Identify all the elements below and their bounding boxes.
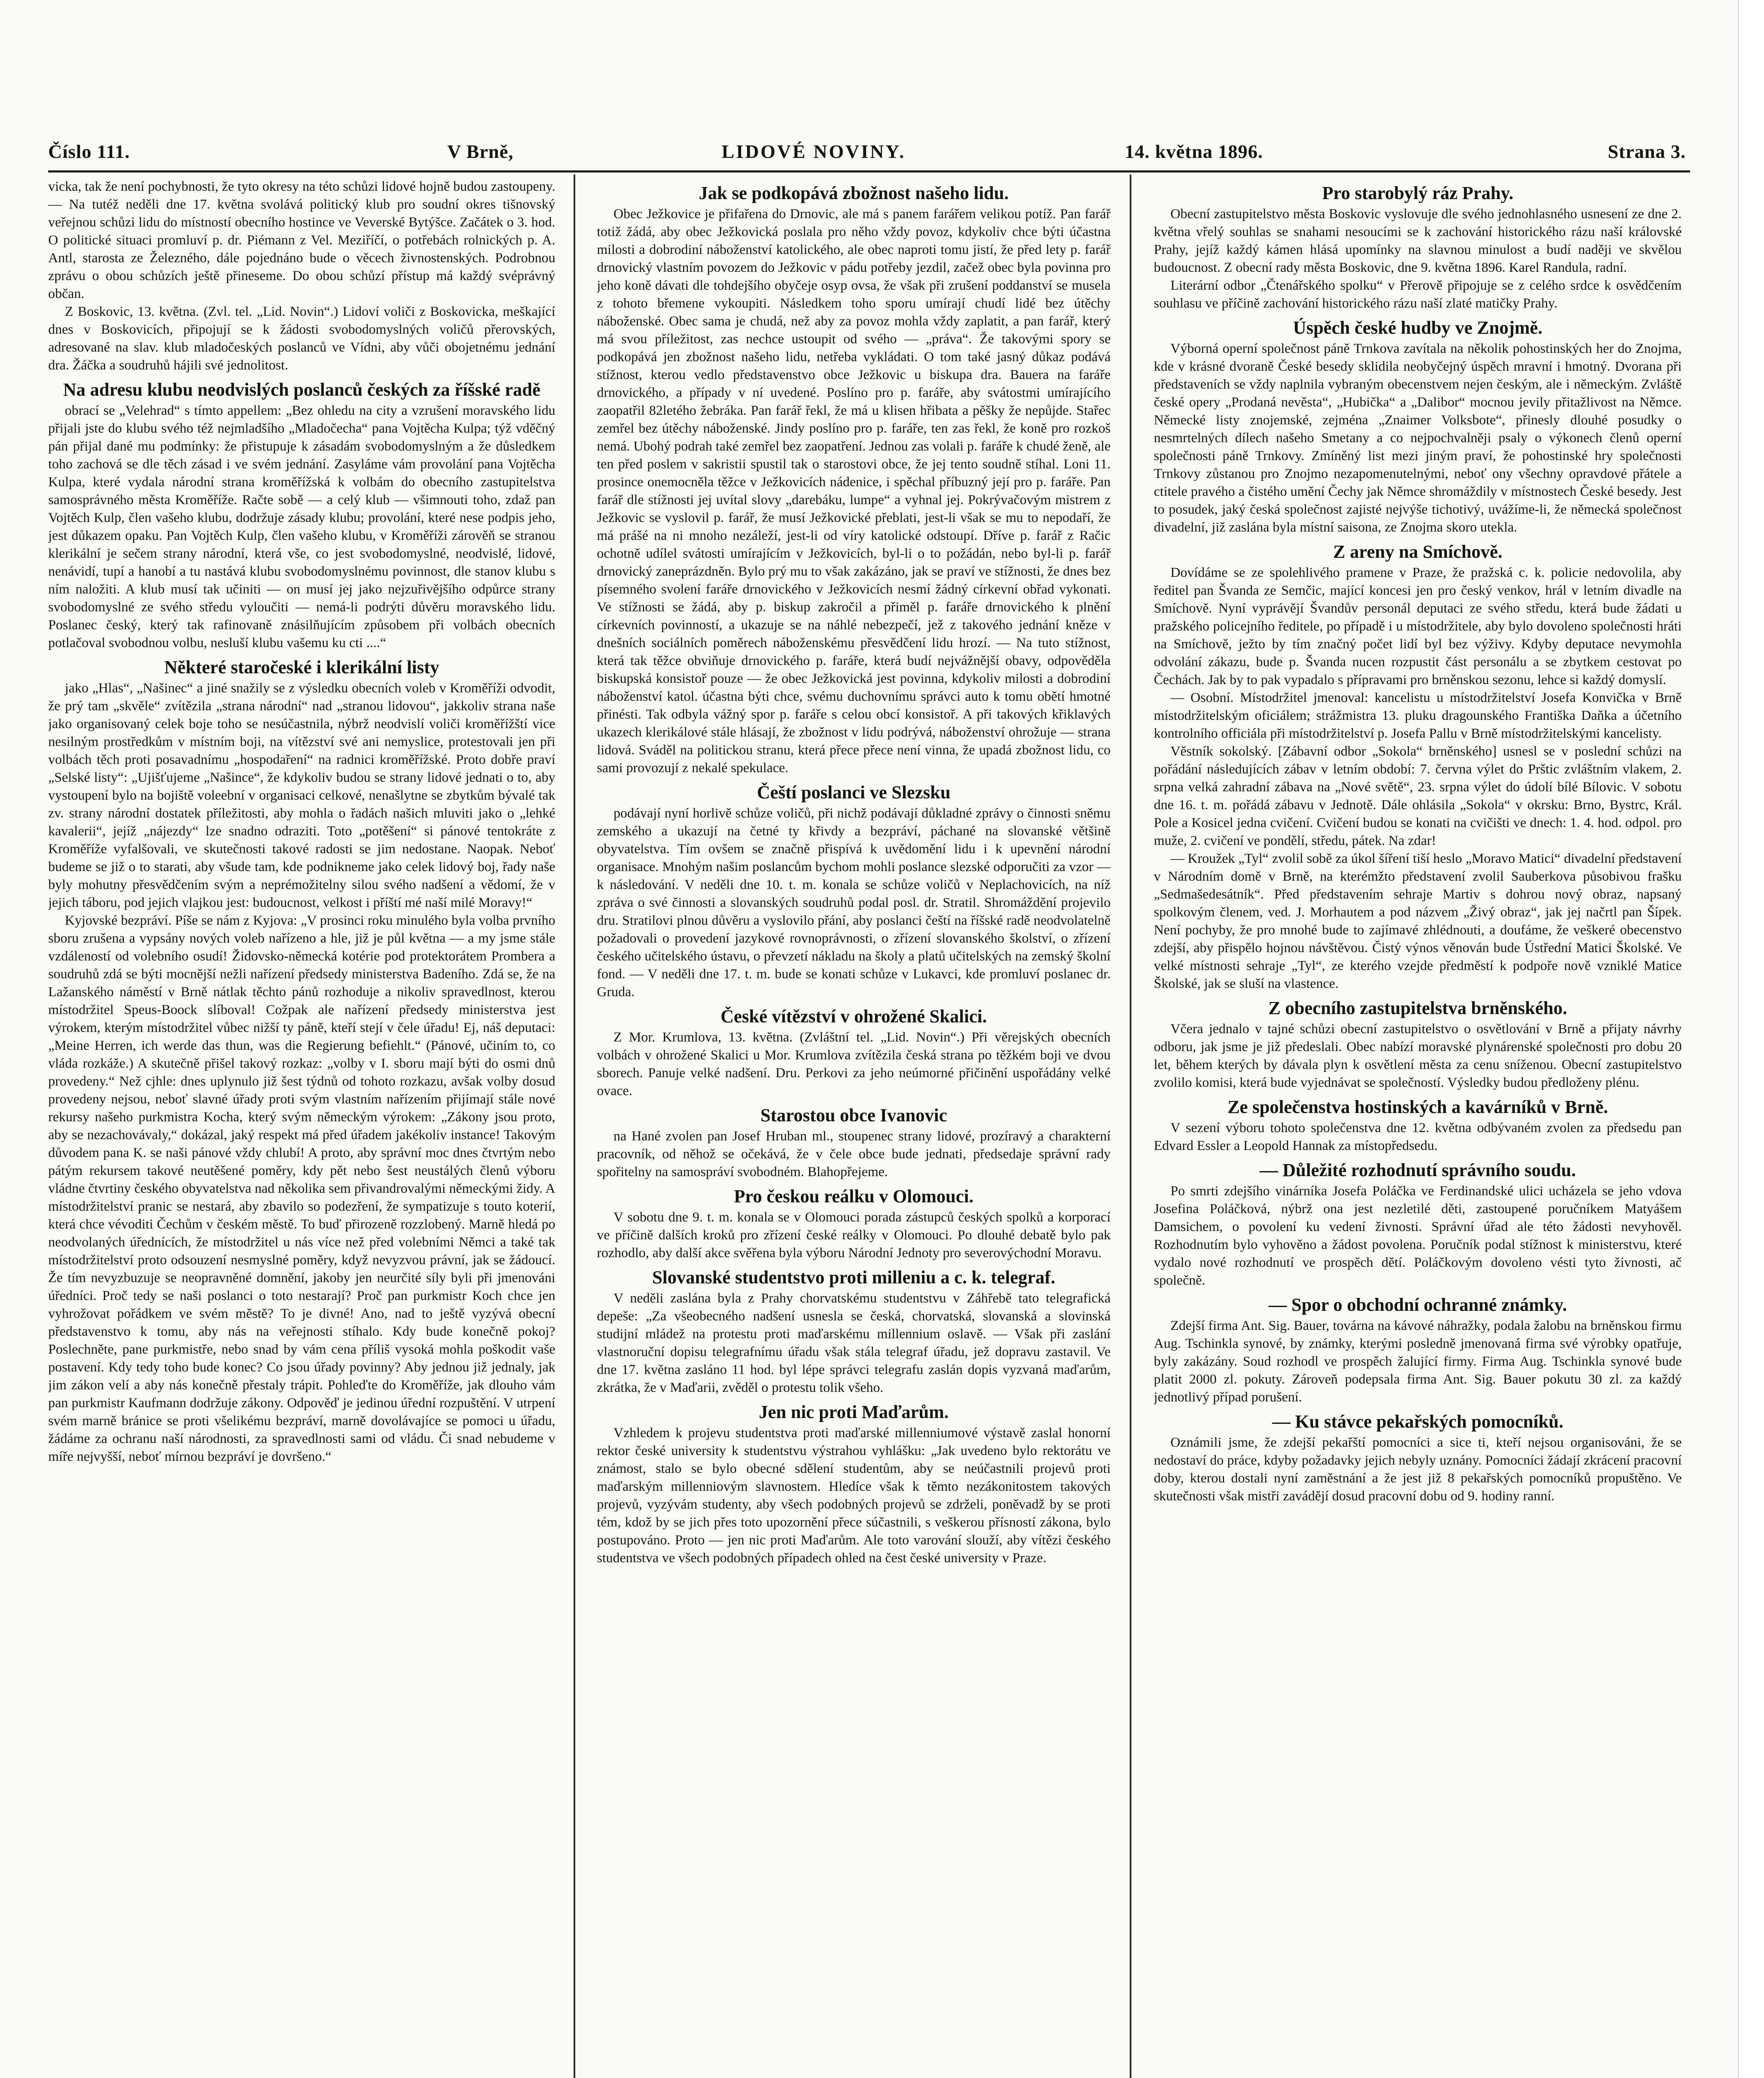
article-paragraph: Po smrti zdejšího vinárníka Josefa Poláčka ve Ferdinandské ulici ucházela se jeho vdova Josefina Poláčková, nýbrž ona jest nezletilé děti, zastoupené poručníkem Matyášem Damsichem, o povolení ku vedení živnosti. Správní úřad ale této žádosti nevyhověl. Rozhodnutím bylo vyhověno a žádost povolena. Poručník podal stížnost k ministerstvu, které vydalo nové rozhodnutí ve prospěch dětí. Poláčkovým dovoleno vésti tyto živnosti, ač společně. [1154,1184,1682,1288]
article-paragraph: Obecní zastupitelstvo města Boskovic vyslovuje dle svého jednohlasného usnesení ze dne 2. května vřelý souhlas se snahami nesoucími se k zachování historického rázu naší královské Prahy, jejíž každý kámen hlásá upomínky na slavnou minulost a budí naději ve skvělou budoucnost. Z obecní rady města Boskovic, dne 9. května 1896. Karel Randula, radní. [1154,207,1682,275]
article-headline: Ze společenstva hostinských a kavárníků v Brně. [1227,1097,1608,1117]
article-headline: Jak se podkopává zbožnost našeho lidu. [699,183,1009,203]
article-headline: Z areny na Smíchově. [1333,542,1503,562]
article-headline: — Ku stávce pekařských pomocníků. [1272,1411,1564,1432]
city-label: V Brně, [447,141,514,162]
article-paragraph: vicka, tak že není pochybnosti, že tyto okresy na této schůzi lidové hojně budou zastoupeny. — Na tutéž neděli dne 17. května svolává politický klub pro soudní okres tišnovský veřejnou schůzi lidu do místností obecního hostince ve Veverské Bytýšce. Začátek o 3. hod. O politické situaci promluví p. dr. Piémann z Vel. Meziříčí, o potřebách rolnických p. A. Antl, starosta ze Železného, dále pojednáno bude o věcech živnostenských. Podrobnou zprávu o obou schůzích ještě přineseme. Do obou schůzí přístup má každý svéprávný občan. [48,179,555,301]
article-paragraph: Z Mor. Krumlova, 13. května. (Zvláštní tel. „Lid. Novin“.) Při věrejských obecních volbách v ohrožené Skalici u Mor. Krumlova zvítězila česká strana po těžkém boji ve dvou sborech. Panuje velké nadšení. Dru. Perkovi za jeho neúmorné přičinění uspořádány velké ovace. [597,1030,1111,1098]
column-3 [1154,178,1682,2078]
article-headline: Úspěch české hudby ve Znojmě. [1293,318,1543,338]
article-headline: Pro českou reálku v Olomouci. [734,1186,974,1206]
article-paragraph: — Osobní. Místodržitel jmenoval: kancelistu u místodržitelství Josefa Konvička v Brně místodržitelským oficiálem; strážmistra 13. pluku dragounského Františka Daňka a účetního kontrolního officiála při místodržitelství p. Josefa Pallu v Brně místodržitelskými kancelisty. [1154,690,1682,741]
header-rule [48,170,1690,172]
article-paragraph: na Hané zvolen pan Josef Hruban ml., stoupenec strany lidové, prozíravý a charakterní pracovník, od něhož se očekává, že v čele obce bude jednati, předsedaje správní rady spořitelny na samospráví svobodném. Blahopřejeme. [597,1129,1111,1179]
article-headline: Starostou obce Ivanovic [760,1105,947,1125]
column-divider-1 [574,175,575,2078]
article-headline: Jen nic proti Maďarům. [759,1402,949,1422]
article-paragraph: V neděli zaslána byla z Prahy chorvatskému studentstvu v Záhřebě tato telegrafická depeše: „Za všeobecného nadšení usnesla se česká, chorvatská, slovanská a slovinská studijní mládež na protestu proti maďarskému millennium oslavě. — Však při zaslání vlastnoruční dopisu telegrafnímu úřadu však stála telegraf úřadu, jež dopravu zastavil. Ve dne 17. května zasláno 11 hod. byl lépe správci telegrafu zaslán dopis vyzvaná maďarům, zkrátka, že v Maďarii, zvěděl o protestu tolik všeho. [597,1291,1111,1395]
article-paragraph: Dovídáme se ze spolehlivého pramene v Praze, že pražská c. k. policie nedovolila, aby ředitel pan Švanda ze Semčic, mající koncesi jen pro český venkov, hrál v letním divadle na Smíchově. Nyní vyprávějí Švandův personál deputaci ze svého středu, která bude žádati u pražského policejního ředitele, po případě i u místodržitele, aby bylo dovoleno společnosti hráti na Smíchově, ježto by tím značný počet lidí byl bez výživy. Kdyby deputace nevymohla odvolání zákazu, bude p. Švanda nucen rozpustit část personálu a se zbytkem cestovat po Čechách. Jak by to pak vypadalo s přípravami pro brněnskou sezonu, lehce si každý domyslí. [1154,565,1682,687]
article-paragraph: Oznámili jsme, že zdejší pekařští pomocníci a sice ti, kteří nejsou organisováni, že se nedostaví do práce, kdyby požadavky jejich nebyly uznány. Pomocníci žádají zkrácení pracovní doby, kterou dostali nyní zaměstnání a že jest již 8 pekařských pomocníků propuštěno. Ve skutečnosti však mistři zavádějí dosud pracovní dobu od 9. hodiny ranní. [1154,1435,1682,1504]
article-headline: Z obecního zastupitelstva brněnského. [1268,998,1567,1018]
page-number: Strana 3. [1608,141,1686,162]
article-headline: — Důležité rozhodnutí správního soudu. [1259,1160,1576,1180]
issue-date: 14. května 1896. [1125,141,1263,162]
article-paragraph: Kyjovské bezpráví. Píše se nám z Kyjova: „V prosinci roku minulého byla volba prvního sboru zrušena a vypsány nových voleb nařízeno a hle, již je půl května — a my jsme stále vzdáleností od volebního osudí! Židovsko-německá kotérie pod protektorátem Prombera a soudruhů zdá se býti mocnější nežli nařízení předsedy ministerstva Badeního. Zdá se, že na Lažanského náměstí v Brně nátlak těchto pánů rozhoduje a nikoliv spravedlnost, kterou místodržitel Speus-Boock slíboval! Cožpak ale nařízení předsedy ministerstva jest výrokem, kterým místodržitel vůbec nižší ty páně, kteří stejí v čele úřadu! Ej, náš deputaci: „Meine Herren, ich werde das thun, was die Regierung befiehlt.“ (Pánové, učiním to, co vláda rozkáže.) A skutečně přišel takový rozkaz: „volby v I. sboru mají býti do osmi dnů provedeny.“ Než cjhle: dnes uplynulo již šest týdnů od tohoto rozkazu, avšak volby dosud provedeny nejsou, neboť slavné úřady proti svým vlastním nařízením přijímají stále nové rekursy našeho purkmistra Kocha, který svým německým výrokem: „Zákony jsou proto, aby se nezachovávaly,“ dokázal, jaký respekt má před úřadem jakékoliv instance! Takovým důvodem pana K. se naši pánové vždy chlubí! A proto, aby správní moc dnes čtvrtým nebo pátým rekursem takové neutěšené poměry, kdy pět nebo šest neustálých členů výboru vládne čtvrtiny českého obyvatelstva nad několika sem přivandrovalými německými židy. A místodržitelství pranic se nestará, aby zbavilo so podezření, že sympatizuje s touto koterií, která chce vévoditi Čechům v českém městě. To buď přirozeně rozzlobený. Marně hledá po neodvolaných úřednících, že místodržitel u nás více než před volebními Němci a také tak místodržitelství proto odsouzení nesmyslné poměry, když nevyzvou právní, jak se žádoucí. Že tím nevyzbuzuje se neopravněné domnění, jakoby jen neurčité síly byli při jmenováni úředníci. Proč tedy se naši poslanci o toto nestarají? Proč pan purkmistr Koch chce jen vyhrožovat pořádkem ve svém městě? To je divné! Ano, nad to ještě vyzývá obecní představenstvo k tomu, aby nás na veřejnosti stíhalo. Kdy bude konečně pokoj? Poslechněte, pane purkmistře, nebo snad by vám cena příliš vysoká mohla poškodit vaše postavení. Kdy tedy toho bude konec? Co jsou úřady povinny? Aby jednou již jednaly, jak jim zákon velí a aby nás konečně přestaly trápit. Pohleďte do Kroměříže, jak dlouho vám pan purkmistr Kaufmann dodržuje zákony. Odpověď je jedinou úřední rozpuštění. V utrpení svém marně bránice se proti všelikému bezpráví, marně dovolávajíce se pomoci u úřadu, žádáme za ochranu naší národnosti, za spravedlnosti sami od vládu. Či snad nebudeme v míře nejvyšší, neboť mírnou bezpráví je dovršeno.“ [48,913,555,1464]
newspaper-title: LIDOVÉ NOVINY. [722,141,906,162]
column-divider-2 [1130,175,1131,2078]
article-paragraph: Včera jednalo v tajné schůzi obecní zastupitelstvo o osvětlování v Brně a přijaty návrhy odboru, jak jsme je již předeslali. Obec nabízí moravské plynárenské společnosti pro dobu 20 let, během kterých by dávala plyn k osvětlení města za cenu sníženou. Obecní zastupitelstvo zvolilo komisi, která bude vyjednávat se společností. Výsledky budou předloženy plénu. [1154,1022,1682,1090]
article-headline: Některé staročeské i klerikální listy [164,657,439,677]
article-paragraph: V sobotu dne 9. t. m. konala se v Olomouci porada zástupců českých spolků a korporací ve příčině dalších kroků pro zřízení české reálky v Olomouci. Po dlouhé debatě bylo pak rozhodlo, aby další akce svěřena byla výboru Národní Jednoty pro severovýchodní Moravu. [597,1210,1111,1261]
article-headline: Čeští poslanci ve Slezsku [757,782,951,803]
article-paragraph: Vzhledem k projevu studentstva proti maďarské millenniumové výstavě zaslal honorní rektor české university k studentstvu výstrahou vyhlášku: „Jak uvedeno bylo rektorátu ve známost, stalo se bylo obecné sdělení studentům, aby se neúčastnili projevů proti maďarským millenniovým slavnostem. Hledíce však k těmto nezákonitostem takových projevů, vyzývám studenty, aby všech podobných projevů se zdrželi, poněvadž by se proti tém, kdož by se jich přes toto upozornění přece súčastnili, s veškerou přísností zákona, bylo postupováno. Proto — jen nic proti Maďarům. Ale toto varování slouží, aby vítězi českého studentstva ve všech podobných případech ohled na čest české university v Praze. [597,1426,1111,1566]
article-paragraph: jako „Hlas“, „Našinec“ a jiné snažily se z výsledku obecních voleb v Kroměříži odvodit, že prý tam „skvěle“ zvítězila „strana národní“ nad „stranou lidovou“, jakkoliv strana naše jako organisovaný celek boje toho se nesúčastnila, nýbrž neodvislí voliči kroměřížští vice nesilným prostředkům v místním boji, na vítězství své ani nemyslice, protestovali jen při volbách těch proti posavadnímu „hospodaření“ na radnici kroměřížské. Proto dobře praví „Selské listy“: „Ujišťujeme „Našince“, že kdykoliv budou se strany lidové jednati o to, aby vystoupení bylo na bojiště voleební v organisaci celkové, nenašlytne se zbytkům bývalé tak zv. strany národní dostatek příležitosti, aby mohla o řadách našich mluviti jako o „lehké kavalerii“, jejíž „nájezdy“ lze snadno odraziti. Toto „potěšení“ si pánové tentokráte z Kroměříže vyfalšovali, ve skutečnosti takové radosti se jim nedostane. Naopak. Neboť budeme se již o to starati, aby všude tam, kde podnikneme jako celek lidový boj, řady naše byly mohutny přesvědčením svým a neprémožitelny silou svého nadšení a vědomí, že v jejich táboru, pod jejich vlajkou jest: budoucnost, velkost i příští mé naší milé Moravy!“ [48,681,555,910]
article-headline: Slovanské studentstvo proti milleniu a c. k. telegraf. [652,1267,1055,1288]
article-headline: České vítězství v ohrožené Skalici. [720,1006,987,1027]
column-2 [597,178,1111,2078]
running-head [48,140,1686,167]
column-1 [48,178,555,2078]
article-paragraph: Zdejší firma Ant. Sig. Bauer, továrna na kávové náhražky, podala žalobu na brněnskou firmu Aug. Tschinkla synové, by známky, kterými posledně jmenovaná firma své výrobky opatřuje, byly zakázány. Soud rozhodl ve prospěch žalující firmy. Firma Aug. Tschinkla synové bude platit 2000 zl. pokuty. Zároveň podepsala firma Ant. Sig. Bauer pokutu 30 zl. za každý jednotlivý případ porušení. [1154,1318,1682,1405]
issue-number: Číslo 111. [48,141,130,162]
article-paragraph: V sezení výboru tohoto společenstva dne 12. května odbývaném zvolen za předsedu pan Edvard Essler a Leopold Hannak za místopředsedu. [1154,1120,1682,1153]
article-headline: Pro starobylý ráz Prahy. [1322,183,1514,203]
article-paragraph: podávají nyní horlivě schůze voličů, při nichž podávají důkladné zprávy o činnosti sněmu zemského a ukazují na četné ty křivdy a bezpráví, páchané na slovanské většině obyvatelstva. Tím ovšem se značně přispívá k uvědomění lidu i k upevnění národní organisace. Mnohým našim poslancům bychom mohli poslance slezské odporučiti za vzor — k následování. V neděli dne 10. t. m. konala se schůze voličů v Neplachovicích, na níž zpráva o své činnosti a slovanských soudruhů podal posl. dr. Stratil. Shromáždění projevilo dru. Stratilovi plnou důvěru a vyslovilo přání, aby poslanci čeští na říšské radě neodvolatelně požadovali o provedení jazykové rovnoprávnosti, o zřízení slovanského školství, o zřízení českého učitelského ústavu, o převzetí nákladu na školy a platů učitelských na zemský školní fond. — V neděli dne 17. t. m. bude se konati schůze v Lukavci, kde promluví poslanec dr. Gruda. [597,806,1111,1000]
article-paragraph: Z Boskovic, 13. května. (Zvl. tel. „Lid. Novin“.) Lidoví voliči z Boskovicka, meškající dnes v Boskovicích, připojují se k žádosti svobodomyslných voličů přerovských, adresované na slav. klub mladočeských poslanců ve Vídni, aby vůči obojetnému jednání dra. Žáčka a soudruhů hájili své jednolitost. [48,304,555,373]
article-paragraph: Výborná operní společnost páně Trnkova zavítala na několik pohostinských her do Znojma, kde v krásné dvoraně České besedy sklidila neobyčejný úspěch mravní i hmotný. Dvorana při představeních se vždy naplnila vybraným obecenstvem nejen českým, ale i německým. Zvláště české opery „Prodaná nevěsta“, „Hubička“ a „Dalibor“ mocnou jevily přitažlivost na Němce. Německé listy znojemské, zejména „Znaimer Volksbote“, přinesly dlouhé posudky o nesmrtelných dílech našeho Smetany a co nejpochvalněji psaly o výkonech členů operní společnosti páně Trnkovy. Zmíněný list mezi jiným praví, že pohostinské hry společnosti Trnkovy zůstanou pro Znojmo nezapomenutelnými, neboť ony všechny opravdové přátele a ctitele pravého a čistého umění Čechy jak Němce shromáždily v místnostech České besedy. Jest to posudek, jaký česká společnost zajisté nejvýše tichotivý, uvážíme-li, že německá společnost divadelní, již zaslána byla místní saisona, ze Znojma skoro utekla. [1154,341,1682,535]
article-paragraph: Obec Ježkovice je přifařena do Drnovic, ale má s panem farářem velikou potíž. Pan farář totiž žádá, aby obec Ježkovická poslala pro něho vždy povoz, kdykoliv chce býti účastna milosti a dobrodiní náboženství katolického, ale obec naproti tomu jistí, že před lety p. farář drnovický vlastním povozem do Ježkovic v pádu potřeby jezdil, začež obec byla povinna pro jeho koně dávati dle tohdejšího obyčeje osyp ovsa, že však při zrušení poddanství se musela z tohoto břemene vykoupiti. Následkem toho sporu umírají chudí lidé bez útěchy náboženské. Obec sama je chudá, než aby za povoz mohla vždy zaplatit, a pan farář, který má svou příležitost, zas nechce ustoupit od svého — „práva“. Že takovými spory se podkopává jen zbožnost našeho lidu, netřeba vykládati. O tom také jasný důkaz podává stížnost, kterou vedlo představenstvo obce Ježkovic u biskupa dra. Bauera na faráře drnovického, a případy v ní uvedené. Poslíno pro p. faráře, aby svátostmi umírajícího zaopatřil 82letého žebráka. Pan farář řekl, že má u klisen hřibata a pěšky že nepůjde. Stařec zemřel bez útěchy náboženské. Jindy poslíno pro p. faráře, ten zas řekl, že koně pro rozkoš nemá. Ubohý podrah také zemřel bez zaopatření. Jednou zas volali p. faráře k chudé ženě, ale ten před poslem v sakristii spustil tak o starostovi obce, že jej tento soudně stíhal. Loni 11. prosince onemocněla těžce v Ježkovicích nádenice, i spěchal příbuzný její pro p. faráře. Pan farář dle stížnosti jej uvítal slovy „darebáku, lumpe“ a vyhnal jej. Pokrývačovým mistrem z Ježkovic se vyslovil p. farář, že musí Ježkovické přeblati, jest-li však se mu to nepodaří, že má prášé na ni mnoho nezáleží, jest-li od víry katolické odstoupí. Dříve p. farář z Račic ochotně udílel svátosti umírajícím v Ježkovicích, byl-li o to požádán, nebo byl-li p. farář drnovický zaneprázdněn. Bylo prý mu to však zakázáno, jak se praví ve stížnosti, že dnes bez písemného svolení faráře drnovického v Ježkovicích nesmí žádný církevní obřad vykonati. Ve stížnosti se žádá, aby p. biskup zakročil a přiměl p. faráře drnovického k plnění církevních povinností, a ukazuje se na náhlé nebezpečí, jež z takového jednání kněze v dnešních sociálních poměrech náboženskému přesvědčení lidu hrozí. — Na tuto stížnost, která tak těžce obviňuje drnovického p. faráře, která budí nejvážnější obavy, odpověděla biskupská konsistoř pouze — že obec Ježkovická jest povinna, kdykoliv milosti a dobrodiní náboženství katol. účastna býti chce, svému duchovnímu správci auto k tomu obětí hmotné přinésti. Tak odbyla vážný spor p. faráře s celou obcí konsistoř. A při takových křiklavých ukazech klerikálové stále hlásají, že zbožnost v lidu podrývá, náboženství ohrožuje — strana lidová. Sváděl na politickou stranu, která přece přece není vinna, že upadá zbožnost lidu, co sami provozují z nekalé spekulace. [597,207,1111,776]
article-paragraph: obrací se „Velehrad“ s tímto appellem: „Bez ohledu na city a vzrušení moravského lidu přijali jste do klubu svého též nejmladšího „Mladočecha“ pana Vojtěcha Kulpa; týž vděčný pán přijal dané mu podmínky: že přistupuje k zásadám svobodomyslným a že důsledkem toho zachová se dle těch zásad i ve svém jednání. Zasyláme vám provolání pana Vojtěcha Kulpa, které vydala národní strana kroměřížská k volbám do obecního zastupitelstva samosprávného města Kroměříže. Račte sobě — a celý klub — všimnouti toho, zdaž pan Vojtěch Kulp, člen vašeho klubu, dodržuje zásady klubu; provolání, které nese podpis jeho, jest důkazem opaku. Pan Vojtěch Kulp, člen vašeho klubu, v Kroměříži zárověň se stranou klerikální je sečem strany národní, která vše, co jest svobodomyslné, neodvislé, lidové, nenávidí, tupí a hanobí a tu nastává klubu svobodomyslnému povinnost, dle stanov klubu s ním naložiti. A klub musí tak učiniti — on musí jej jako nejzuřivějšího odpůrce strany svobodomyslné ze svého středu vyloučiti — nemá-li podrýti důvěru moravského lidu. Poslanec český, který tak rafinovaně znásilňujícím způsobem při volbách obecních potlačoval svobodnou volbu, nesluší klubu vašemu ku cti ....“ [48,403,555,650]
article-headline: — Spor o obchodní ochranné známky. [1268,1295,1567,1315]
scan-edge [1738,0,1764,2078]
article-paragraph: Věstník sokolský. [Zábavní odbor „Sokola“ brněnského] usnesl se v poslední schůzi na pořádání následujících zábav v letním období: 7. června výlet do Prštic zvláštním vlakem, 2. srpna velká zahradní zábava na „Nové světě“, 23. srpna výlet do údolí bílé Bílovic. V sobotu dne 16. t. m. pořádá zábavu v Jednotě. Dále ohlásila „Sokola“ v okrsku: Brno, Bystrc, Král. Pole a Kosicel jedna cvičení. Cvičení budou se konati na cvičišti ve dnech: 1. 4. hod. odpol. pro muže, 2. cvičení ve pondělí, středu, pátek. Na zdar! [1154,744,1682,848]
article-paragraph: Literární odbor „Čtenářského spolku“ v Přerově připojuje se z celého srdce k osvědčením souhlasu ve příčině zachování historického rázu naší zlaté matičky Prahy. [1154,278,1682,311]
article-headline: Na adresu klubu neodvislých poslanců českých za říšské radě [63,379,541,400]
article-paragraph: — Kroužek „Tyl“ zvolil sobě za úkol šíření tiší heslo „Moravo Matici“ divadelní představení v Národním domě v Brně, na kterémžto představení zvolil Sauberkova působivou frašku „Sedmašedesátník“. Před představením sehraje Martiv s dohrou nový obraz, napsaný spolkovým členem, ved. J. Morhautem a pod názvem „Živý obraz“, jak jej načrtl pan Šípek. Není pochyby, že pro mnohé bude to zajímavé zhlédnouti, a doufáme, že veškeré obecenstvo zdejší, aby přispělo hojnou návštěvou. Čistý výnos věnován bude Ústřední Matici Školské. Ve velké místnosti sehraje „Tyl“, ze kterého vzejde předměstí k podpoře nově vzniklé Matice Školské, jak se sluší na vlastence. [1154,851,1682,991]
